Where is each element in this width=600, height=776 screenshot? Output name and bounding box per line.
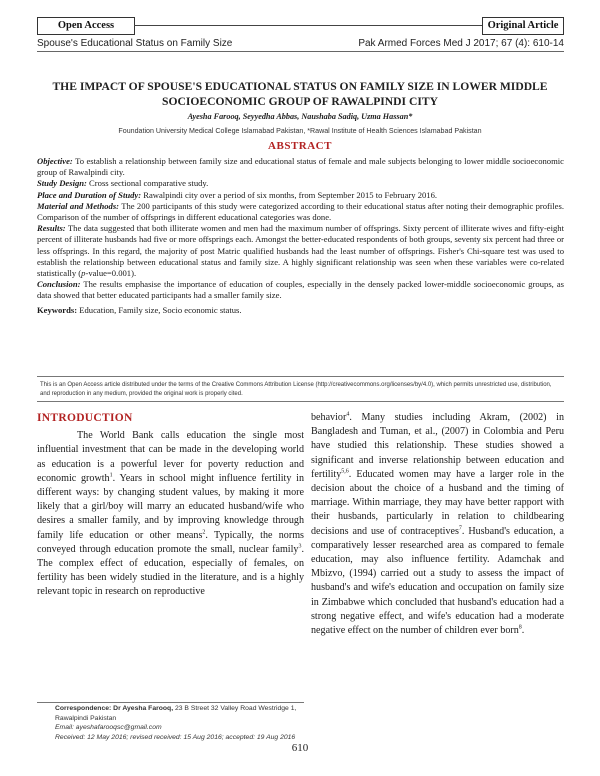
intro-text-3: . Typically, the norms conveyed through education promote the small, nuclear family bbox=[37, 529, 304, 555]
objective-label: Objective: bbox=[37, 156, 73, 166]
open-access-label: Open Access bbox=[37, 17, 135, 35]
left-column bbox=[37, 411, 304, 600]
keywords-label: Keywords: bbox=[37, 304, 78, 315]
intro-text-6: . Many studies including Akram, (2002) in Bangladesh and Tuman, et al., (2007) in Colombia and Peru have studied this relationship. These studies showed a significant and inverse relationship between education and fertility bbox=[311, 412, 564, 480]
intro-text-9: . bbox=[521, 625, 525, 637]
citation-8: 8 bbox=[518, 624, 522, 631]
affiliation: Foundation University Medical College Islamabad Pakistan, *Rawal Institute of Health Sciences Islamabad Pakistan bbox=[118, 127, 482, 135]
citation-7: 7 bbox=[458, 525, 462, 532]
abstract-body bbox=[37, 156, 564, 316]
place-label: Place and Duration of Study: bbox=[37, 189, 142, 200]
intro-paragraph bbox=[37, 429, 304, 599]
received-dates: Received: 12 May 2016; revised received: 15 Aug 2016; accepted: 19 Aug 2016 bbox=[55, 733, 296, 741]
intro-text-5: behavior bbox=[311, 412, 347, 423]
citation-3: 3 bbox=[298, 543, 302, 550]
place-text: Rawalpindi city over a period of six months, from September 2015 to February 2016. bbox=[141, 189, 438, 200]
header-divider-left bbox=[134, 25, 145, 26]
intro-text-1: The World Bank calls education the single most influential investment that can be made in the developing world as education is a powerful lever for poverty reduction and economic growth bbox=[37, 430, 304, 484]
license-notice: This is an Open Access article distributed under the terms of the Creative Commons Attribution License (http://creativecommons.org/licenses/by/4.0), which permits unrestricted use, distribution, and reproduction in any medium, provided the original work is properly cited. bbox=[40, 382, 552, 397]
page-number: 610 bbox=[291, 742, 309, 754]
results-text: The data suggested that both illiterate women and men had the maximum number of offsprings. Sixty percent of illiterate wives and fifty-eight percent of illiterate husbands had five or more offsprings each. Amongst the better-educated respondents of both groups, seventy six percent had three or less offsprings. In this regard, the majority of post Matric qualified husbands had the least number of offsprings. Fisher's Chi-square test was used to establish the relationship between educational status and family size. A highly significant relationship was seen when these variables were co-related statistically (p-value=0.001). bbox=[37, 223, 564, 279]
journal-reference: Pak Armed Forces Med J 2017; 67 (4): 610-14 bbox=[358, 38, 564, 49]
intro-continued bbox=[311, 411, 564, 638]
objective-text: To establish a relationship between family size and educational status of female and male subjects belonging to lower middle socioeconomic group of Rawalpindi city. bbox=[37, 156, 564, 178]
header-rule bbox=[37, 51, 564, 52]
introduction-heading: INTRODUCTION bbox=[37, 412, 133, 424]
intro-text-4: . The complex effect of education, especially of females, on fertility has been widely studied in the literature, and is a highly relevant topic in research on reproductive bbox=[37, 543, 304, 598]
design-label: Study Design: bbox=[37, 178, 87, 189]
right-column bbox=[311, 411, 564, 638]
running-title: Spouse's Educational Status on Family Size bbox=[37, 38, 233, 49]
footnote-rule bbox=[37, 702, 304, 703]
header-divider-right bbox=[145, 25, 482, 26]
abstract-design bbox=[37, 178, 564, 189]
abstract-place bbox=[37, 190, 564, 201]
design-text: Cross sectional comparative study. bbox=[86, 178, 209, 189]
abstract-keywords bbox=[37, 305, 564, 316]
intro-text-7: . Educated women may have a larger role in the decision about the choice of a husband and the timing of marriage. Within marriage, they may have better rapport with their husbands, particularly in relation to childbearing decisions and use of contraceptives bbox=[311, 468, 564, 537]
license-rule bbox=[37, 401, 564, 402]
abstract-heading: ABSTRACT bbox=[268, 140, 332, 152]
methods-label: Material and Methods: bbox=[37, 200, 120, 211]
methods-text: The 200 participants of this study were categorized according to their educational status after noting their demographic profiles. Comparison of the number of offsprings in different educational categories was done. bbox=[37, 200, 564, 223]
article-title: THE IMPACT OF SPOUSE'S EDUCATIONAL STATUS ON FAMILY SIZE IN LOWER MIDDLE SOCIOECONOMIC GROUP OF RAWALPINDI CITY bbox=[52, 80, 548, 108]
citation-2: 2 bbox=[202, 529, 206, 536]
conclusion-text: The results emphasise the importance of education of couples, especially in the densely packed lower-middle socioeconomic groups, as data showed that better educated participants had a smaller family size. bbox=[37, 279, 564, 301]
citation-5-6: 5,6 bbox=[341, 468, 349, 475]
correspondence-email: Email: ayeshafarooqsc@gmail.com bbox=[55, 724, 162, 731]
correspondence-label: Correspondence: Dr Ayesha Farooq, bbox=[55, 705, 174, 712]
intro-text-2: . Years in school might influence fertility in different ways: by changing student values, by making it more likely that a girl/boy will marry an educated husband/wife who desires a smaller family, and by improving knowledge through family life education or other means bbox=[37, 472, 304, 541]
correspondence-address: 23 B Street 32 Valley Road Westridge 1, Rawalpindi Pakistan bbox=[55, 705, 297, 722]
abstract-results bbox=[37, 223, 564, 279]
abstract-conclusion bbox=[37, 279, 564, 301]
keywords-text: Education, Family size, Socio economic status. bbox=[77, 304, 242, 315]
correspondence-footnote bbox=[55, 704, 305, 742]
citation-1: 1 bbox=[109, 472, 113, 479]
author-list: Ayesha Farooq, Seyyedha Abbas, Naushaba Sadiq, Uzma Hassan* bbox=[187, 112, 413, 121]
conclusion-label: Conclusion: bbox=[37, 279, 81, 290]
citation-4: 4 bbox=[346, 411, 350, 418]
correspondence-line bbox=[55, 704, 305, 723]
article-type-label: Original Article bbox=[482, 17, 564, 35]
abstract-rule bbox=[37, 376, 564, 377]
abstract-objective bbox=[37, 156, 564, 178]
abstract-methods bbox=[37, 201, 564, 223]
intro-text-8: . Husband's education, a comparatively lesser researched area as compared to female education, may also influence fertility. Adamchak and Mbizvo, (1994) carried out a study to assess the impact of husband's and wife's education and occupation on family size in Zimbabwe which concluded that husband's education had a strong negative effect, and wife's education had a moderate negative effect on the number of children ever born bbox=[311, 525, 565, 637]
results-label: Results: bbox=[37, 223, 66, 234]
